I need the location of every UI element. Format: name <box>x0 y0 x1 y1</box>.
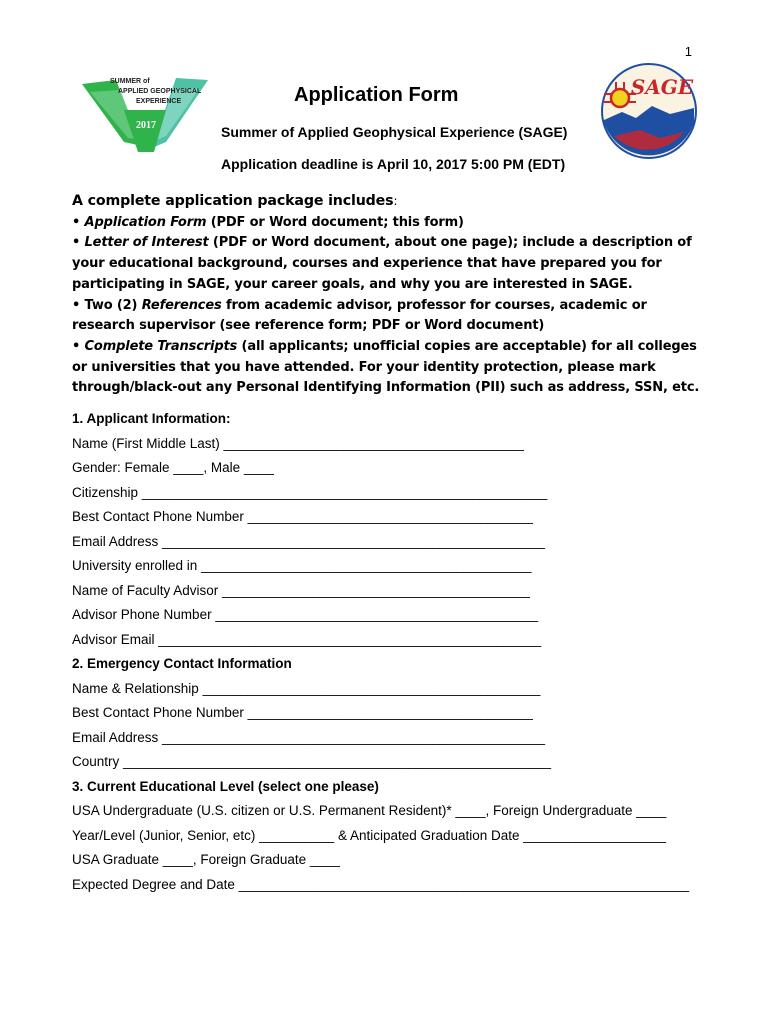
logo-year: 2017 <box>136 120 156 131</box>
application-deadline: Application deadline is April 10, 2017 5:00 PM (EDT) <box>221 156 566 172</box>
application-form-fields <box>72 407 712 897</box>
package-title: A complete application package includes: <box>72 193 398 209</box>
package-requirements <box>72 191 702 399</box>
program-subtitle: Summer of Applied Geophysical Experience (SAGE) <box>221 124 568 140</box>
emergency-email-field[interactable]: Email Address ___________________________________________________ <box>72 729 545 745</box>
university-field[interactable]: University enrolled in ____________________________________________ <box>72 558 532 573</box>
summer-logo <box>80 70 210 156</box>
section-educational-level: 3. Current Educational Level (select one please) <box>72 778 379 794</box>
citizenship-field[interactable]: Citizenship ______________________________________________________ <box>72 484 548 500</box>
year-graduation-field[interactable]: Year/Level (Junior, Senior, etc) __________ & Anticipated Graduation Date ___________________ <box>72 827 666 843</box>
phone-field[interactable]: Best Contact Phone Number ______________________________________ <box>72 509 533 524</box>
package-item-application-form: • Application Form (PDF or Word document; this form) <box>72 214 464 230</box>
email-field[interactable]: Email Address ___________________________________________________ <box>72 533 545 549</box>
emergency-country-field[interactable]: Country _________________________________________________________ <box>72 754 551 769</box>
section-applicant-information: 1. Applicant Information: <box>72 411 231 426</box>
graduate-level-field[interactable]: USA Graduate ____, Foreign Graduate ____ <box>72 852 340 867</box>
undergraduate-level-field[interactable]: USA Undergraduate (U.S. citizen or U.S. Permanent Resident)* ____, Foreign Undergraduate ____ <box>72 803 667 818</box>
sage-logo-text: SAGE <box>630 75 694 99</box>
sage-logo <box>600 62 698 160</box>
logo-line1: SUMMER of <box>110 78 150 85</box>
advisor-phone-field[interactable]: Advisor Phone Number ___________________________________________ <box>72 607 539 622</box>
package-item-references: • Two (2) References from academic advisor, professor for courses, academic or research supervisor (see reference form; PDF or Word document) <box>72 297 647 334</box>
logo-line3: EXPERIENCE <box>136 98 182 105</box>
form-title: Application Form <box>294 84 459 106</box>
advisor-email-field[interactable]: Advisor Email ___________________________________________________ <box>72 631 542 647</box>
gender-field[interactable]: Gender: Female ____, Male ____ <box>72 460 274 475</box>
faculty-advisor-field[interactable]: Name of Faculty Advisor _________________________________________ <box>72 582 530 598</box>
section-emergency-contact: 2. Emergency Contact Information <box>72 656 292 671</box>
emergency-phone-field[interactable]: Best Contact Phone Number ______________________________________ <box>72 705 533 720</box>
name-field[interactable]: Name (First Middle Last) ________________________________________ <box>72 435 524 451</box>
package-item-transcripts: • Complete Transcripts (all applicants; unofficial copies are acceptable) for all colleges or universities that you have attended. For your identity protection, please mark through/black-out any Personal Identifying Information (PII) such as address, SSN, etc. <box>72 338 700 396</box>
package-item-letter-of-interest: • Letter of Interest (PDF or Word document, about one page); include a description of your educational background, courses and experience that have prepared you for participating in SAGE, your career goals, and why you are interested in SAGE. <box>72 235 692 292</box>
emergency-name-field[interactable]: Name & Relationship _____________________________________________ <box>72 680 541 696</box>
page-number: 1 <box>684 44 692 59</box>
logo-line2: APPLIED GEOPHYSICAL <box>118 88 202 95</box>
expected-degree-field[interactable]: Expected Degree and Date ____________________________________________________________ <box>72 876 690 892</box>
